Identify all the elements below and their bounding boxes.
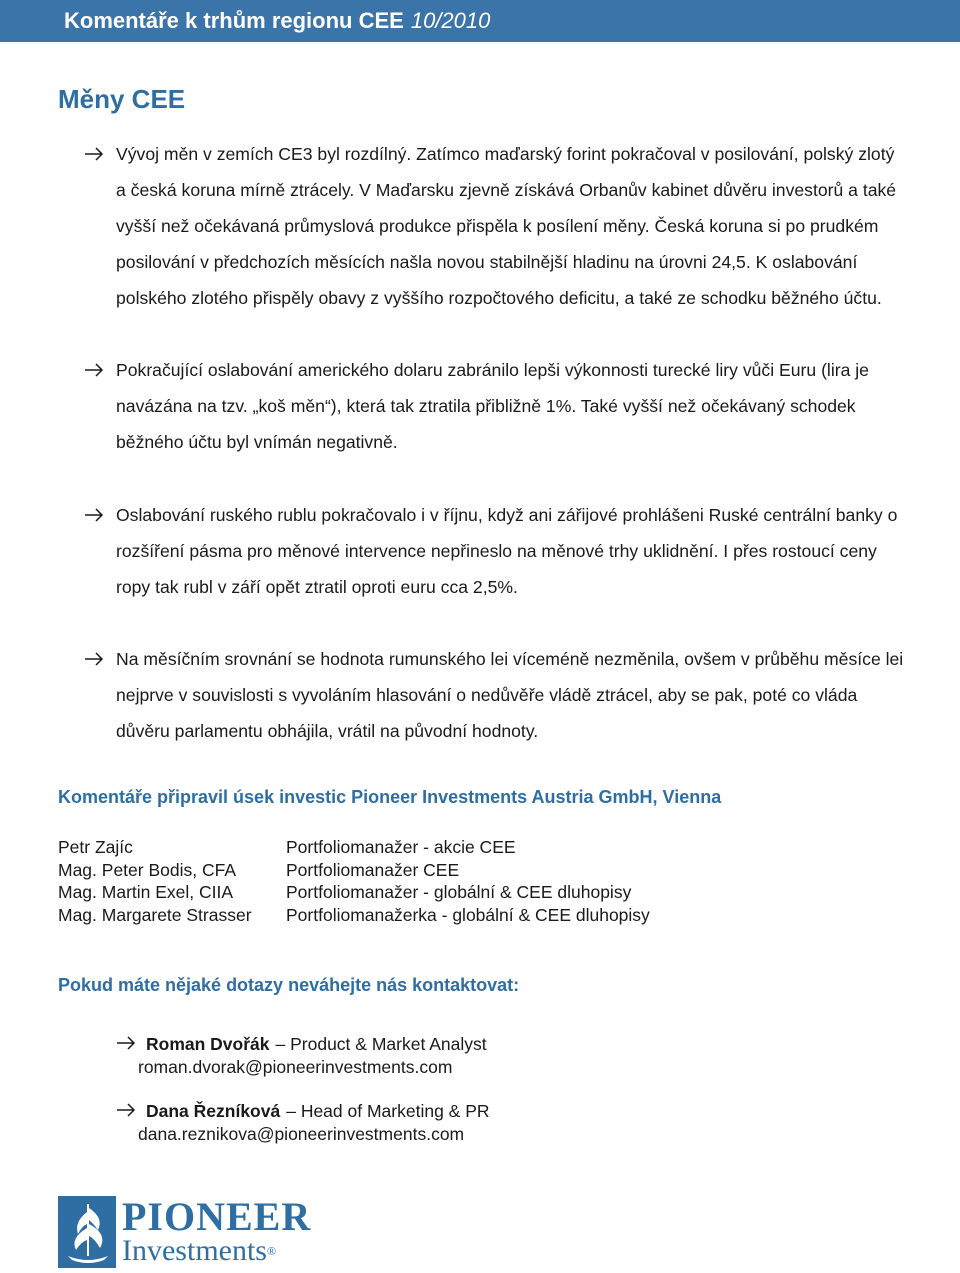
bullet-text: Pokračující oslabování amerického dolaru zabránilo lepši výkonnosti turecké liry vůči Euru (lira je navázána na tzv. „koš měn“), která tak ztratila přibližně 1%. Také vyšší než očekávaný schodek běžného účtu byl vnímán negativně.: [116, 360, 869, 452]
contact-name: Roman Dvořák: [146, 1034, 270, 1054]
contact-entry: [116, 1100, 490, 1146]
bullet-paragraph: [84, 352, 904, 460]
contact-role: – Product & Market Analyst: [275, 1034, 487, 1054]
staff-name: Mag. Martin Exel, CIIA: [58, 882, 234, 902]
bullet-paragraph: [84, 641, 904, 749]
arrow-icon: [116, 1100, 136, 1123]
logo-line1: PIONEER: [122, 1194, 312, 1239]
bullet-text: Oslabování ruského rublu pokračovalo i v říjnu, když ani zářijové prohlášeni Ruské centrální banky o rozšíření pásma pro měnové intervence nepřineslo na měnové trhy uklidnění. I přes rostoucí ceny ropy tak rubl v září opět ztratil oproti euru cca 2,5%.: [116, 505, 898, 597]
staff-row: [58, 904, 650, 927]
staff-role: Portfoliomanažer CEE: [286, 859, 460, 880]
staff-name: Mag. Margarete Strasser: [58, 904, 252, 925]
contact-role: – Head of Marketing & PR: [286, 1101, 490, 1121]
logo-line2: Investments: [122, 1234, 267, 1267]
staff-role: Portfoliomanažerka - globální & CEE dluhopisy: [286, 904, 650, 925]
arrow-icon: [84, 497, 106, 533]
staff-row: [58, 859, 650, 882]
header-title: Komentáře k trhům regionu CEE: [64, 8, 404, 33]
bullet-paragraph: [84, 136, 904, 316]
pioneer-logo: [58, 1196, 311, 1268]
staff-role: Portfoliomanažer - akcie CEE: [286, 837, 516, 857]
arrow-icon: [84, 136, 106, 172]
ship-logo-icon: [58, 1196, 116, 1268]
header-date: 10/2010: [410, 8, 491, 33]
contact-email[interactable]: dana.reznikova@pioneerinvestments.com: [138, 1124, 465, 1144]
bullet-paragraph: [84, 497, 904, 605]
arrow-icon: [116, 1033, 136, 1056]
section-title: Měny CEE: [58, 84, 186, 114]
bullet-text: Na měsíčním srovnání se hodnota rumunského lei víceméně nezměnila, ovšem v průběhu měsíce lei nejprve v souvislosti s vyvoláním hlasování o nedůvěře vládě ztrácel, aby se pak, poté co vláda důvěru parlamentu obhájila, vrátil na původní hodnoty.: [116, 649, 904, 741]
header-bar: [0, 0, 960, 42]
bullet-text: Vývoj měn v zemích CE3 byl rozdílný. Zatímco maďarský forint pokračoval v posilování, polský zlotý a česká koruna mírně ztrácely. V Maďarsku zjevně získává Orbanův kabinet důvěru investorů a také vyšší než očekávaná průmyslová produkce přispěla k posílení měny. Česká koruna si po prudkém posilování v předchozích měsících našla novou stabilnější hladinu na úrovni 24,5. K oslabování polského zlotého přispěly obavy z vyššího rozpočtového deficitu, a také ze schodku běžného účtu.: [116, 144, 897, 308]
staff-row: [58, 836, 650, 859]
staff-role: Portfoliomanažer - globální & CEE dluhopisy: [286, 882, 632, 902]
contact-heading: Pokud máte nějaké dotazy neváhejte nás kontaktovat:: [58, 975, 520, 995]
staff-name: Petr Zajíc: [58, 837, 133, 857]
registered-mark: ®: [266, 1244, 277, 1258]
arrow-icon: [84, 352, 106, 388]
prepared-by-heading: Komentáře připravil úsek investic Pioneer Investments Austria GmbH, Vienna: [58, 787, 722, 807]
contact-email[interactable]: roman.dvorak@pioneerinvestments.com: [138, 1057, 453, 1077]
staff-row: [58, 881, 650, 904]
staff-name: Mag. Peter Bodis, CFA: [58, 859, 236, 880]
staff-table: [58, 836, 650, 926]
contact-entry: [116, 1033, 487, 1079]
arrow-icon: [84, 641, 106, 677]
contact-name: Dana Řezníková: [146, 1101, 281, 1121]
